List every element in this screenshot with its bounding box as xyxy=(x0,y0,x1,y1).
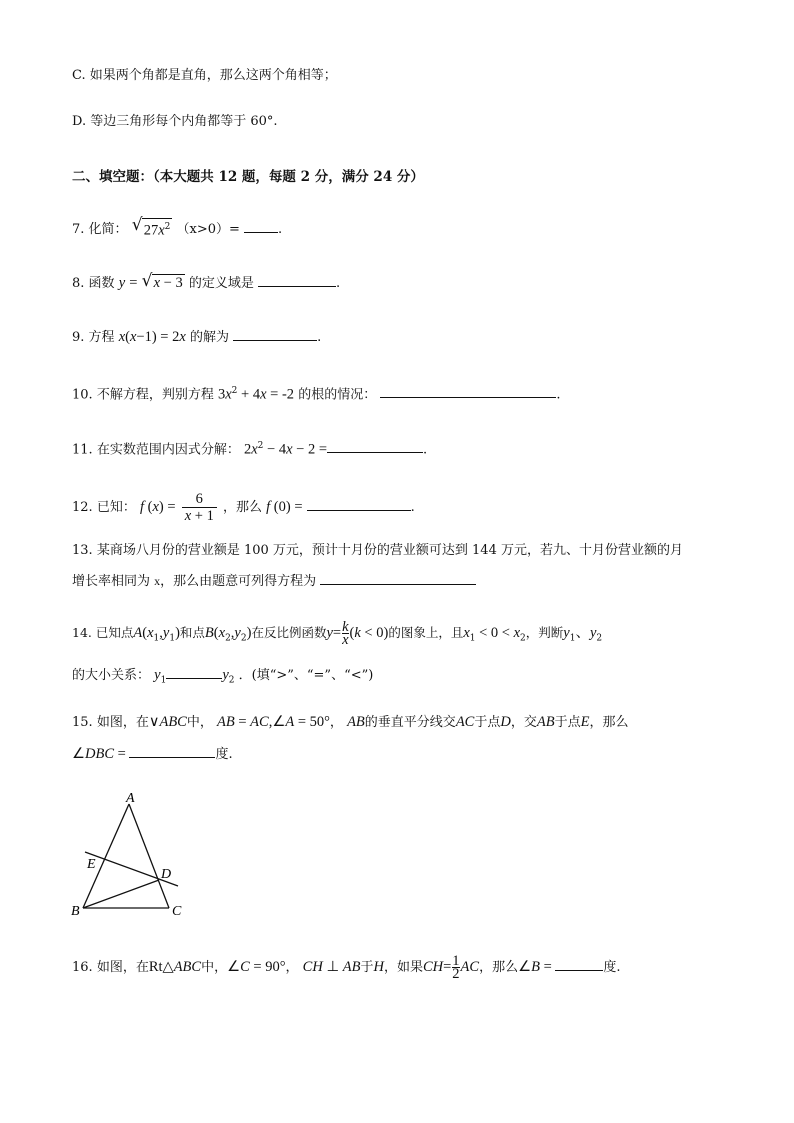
question-text: 不解方程，判别方程 xyxy=(96,387,214,403)
question-text: 已知： xyxy=(96,500,136,515)
question-12: 12. 已知： f (x) = $\frac{6}{x + 1}$ ，那么 f (0) = . xyxy=(72,490,415,524)
question-15-line-2: ∠DBC = 度. xyxy=(72,743,233,765)
question-text: 增长率相同为 xyxy=(72,574,151,589)
question-text: 某商场八月份的营业额是 100 万元，预计十月份的营业额可达到 144 万元，若九、十月份营业额的月 xyxy=(96,543,683,558)
answer-blank[interactable] xyxy=(129,743,215,758)
answer-blank[interactable] xyxy=(166,664,222,679)
question-text: 的垂直平分线交 xyxy=(364,715,456,730)
option-d: D. 等边三角形每个内角都等于 60°. xyxy=(72,114,278,129)
question-text: ，交 xyxy=(510,715,537,730)
question-text: 于点 xyxy=(554,715,581,730)
question-text: ， xyxy=(285,960,299,975)
question-7: 7. 化简： √ $27x^2$ （x>0）= . xyxy=(72,218,282,241)
question-text: 化简： xyxy=(88,222,128,238)
question-number: 10. xyxy=(72,387,93,403)
fraction: $\frac{6}{x + 1}$ xyxy=(182,491,217,525)
answer-blank[interactable] xyxy=(380,383,556,398)
question-text: 的根的情况： xyxy=(298,387,377,403)
question-text: 已知点 xyxy=(95,625,134,640)
question-text: 于点 xyxy=(474,715,501,730)
question-text: 中， xyxy=(201,960,228,975)
answer-blank[interactable] xyxy=(233,326,317,341)
question-number: 9. xyxy=(72,330,85,345)
question-number: 11. xyxy=(72,442,93,458)
question-14-line-2: 的大小关系： $y_1$ $y_2$ ．(填“>”、“=”、“<”) xyxy=(72,664,373,691)
question-text: ，判断 xyxy=(525,625,564,640)
question-text: 的解为 xyxy=(189,330,229,345)
side-ab xyxy=(83,804,129,908)
question-text: ，那么由题意可列得方程为 xyxy=(160,574,317,589)
question-15-line-1: 15. 如图，在∨ABC中， AB = AC,∠A = 50°， AB的垂直平分线交AC于点D，交AB于点E，那么 xyxy=(72,714,629,730)
label-c: C xyxy=(172,904,182,918)
question-14-line-1: 14. 已知点$A(x_1,y_1)$和点$B(x_2,y_2)$在反比例函数y= $\frac{k}{x}$ (k < 0)的图象上，且$x_1 < 0 < x_2$，判断$y_1$、$y_2$ xyxy=(72,619,603,648)
question-number: 13. xyxy=(72,543,93,558)
question-9: 9. 方程 x(x−1) = 2x 的解为 . xyxy=(72,326,321,348)
answer-blank[interactable] xyxy=(327,438,423,453)
answer-blank[interactable] xyxy=(307,496,411,511)
fraction: $\frac{1}{2}$ xyxy=(452,953,460,982)
question-number: 12. xyxy=(72,500,93,515)
option-c: C. 如果两个角都是直角，那么这两个角相等； xyxy=(72,68,337,83)
question-number: 14. xyxy=(72,625,92,640)
sqrt-expression: √ x − 3 xyxy=(141,270,183,291)
question-text: ，那么 xyxy=(222,500,262,515)
question-text: 的定义域是 xyxy=(188,276,254,291)
label-d: D xyxy=(161,867,172,882)
question-text: 于 xyxy=(360,960,374,975)
question-text: ，如果 xyxy=(383,960,423,975)
answer-blank[interactable] xyxy=(320,570,476,585)
question-number: 15. xyxy=(72,715,93,730)
question-13-line-1 xyxy=(72,541,683,561)
question-text: ，那么 xyxy=(589,715,629,730)
side-ac xyxy=(129,804,172,908)
section-title: 二、填空题：（本大题共 12 题，每题 2 分，满分 24 分） xyxy=(72,169,424,185)
question-text: 函数 xyxy=(88,276,115,291)
question-text: ， xyxy=(329,715,343,730)
question-text: 的图象上，且 xyxy=(388,625,464,640)
question-number: 8. xyxy=(72,276,85,291)
question-text: 如图，在 xyxy=(96,960,149,975)
answer-blank[interactable] xyxy=(258,272,336,287)
question-13-line-2: 增长率相同为 x，那么由题意可列得方程为 xyxy=(72,570,476,592)
answer-blank[interactable] xyxy=(244,218,278,233)
triangle-figure xyxy=(66,786,186,918)
label-e: E xyxy=(87,857,96,872)
question-16: 16. 如图，在Rt△ABC中，∠C = 90°， CH ⊥ AB于H，如果CH= $\frac{1}{2}$ AC，那么∠B = 度. xyxy=(72,953,621,982)
question-11: 11. 在实数范围内因式分解： $2x^2 - 4x - 2$ = . xyxy=(72,436,427,460)
question-text: 方程 xyxy=(88,330,115,345)
answer-blank[interactable] xyxy=(555,956,603,971)
question-10: 10. 不解方程，判别方程 $3x^2 + 4x = -2$ 的根的情况： . xyxy=(72,381,560,405)
question-text: 如图，在 xyxy=(96,715,149,730)
question-number: 7. xyxy=(72,222,85,238)
question-text: 度. xyxy=(215,747,233,762)
question-text: 在实数范围内因式分解： xyxy=(96,442,240,458)
fraction: $\frac{k}{x}$ xyxy=(342,619,349,648)
question-8: 8. 函数 y = √ x − 3 的定义域是 . xyxy=(72,272,340,294)
question-text: 和点 xyxy=(179,625,205,640)
question-text: 中， xyxy=(186,715,213,730)
label-b: B xyxy=(71,904,80,918)
label-a: A xyxy=(126,791,135,806)
question-text: 的大小关系： xyxy=(72,668,151,683)
sqrt-expression: √ $27x^2$ xyxy=(131,215,171,239)
question-number: 16. xyxy=(72,960,93,975)
question-text: （x>0）= xyxy=(176,222,240,238)
question-text: 在反比例函数 xyxy=(251,625,327,640)
segment-bd xyxy=(83,880,159,908)
question-text: ．(填“>”、“=”、“<”) xyxy=(238,668,374,683)
question-text: ，那么 xyxy=(479,960,519,975)
question-text: 度. xyxy=(603,960,621,975)
